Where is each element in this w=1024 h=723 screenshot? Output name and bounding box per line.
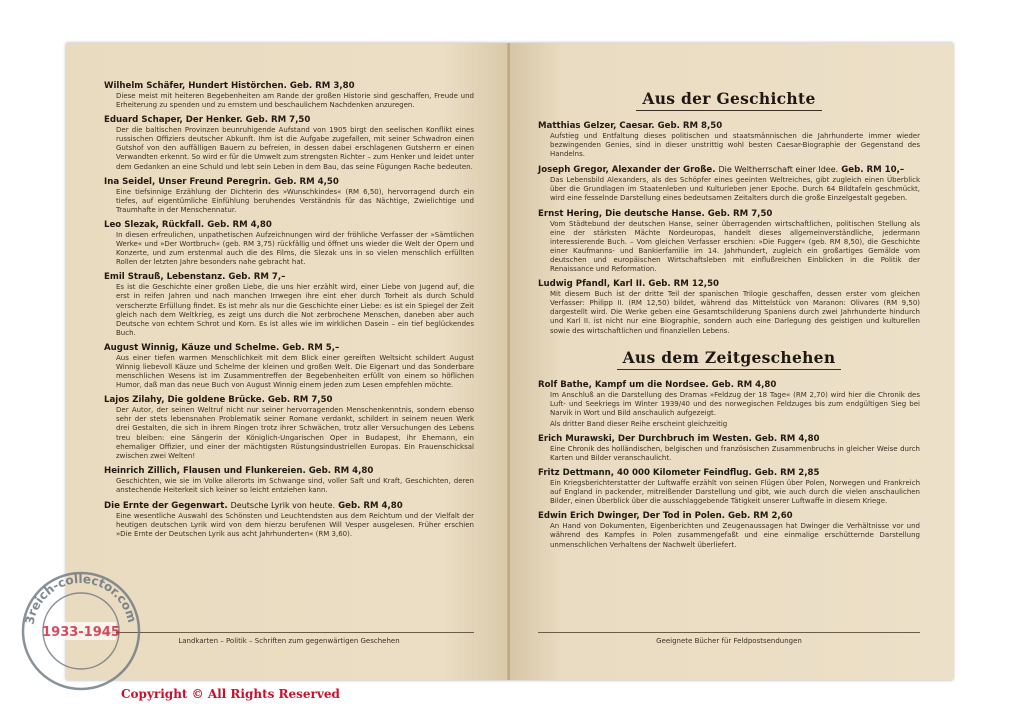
book-title: [538, 279, 920, 290]
book-author-title: Eduard Schaper, Der Henker.: [104, 115, 243, 126]
book-author-title: Leo Slezak, Rückfall.: [104, 219, 205, 230]
book-description: [116, 283, 474, 338]
book-author-title: Erich Murawski, Der Durchbruch im Westen.: [538, 433, 752, 444]
description-paragraph: An Hand von Dokumenten, Eigenberichten und Zeugenaussagen hat Dwinger die Verhältnisse vor und während des Kampfes in Polen zusammengefaßt und eine einmalige erschütternde Darstellung unmenschlichen Verhaltens der Nachwelt überliefert.: [550, 522, 920, 549]
book-entry: [104, 220, 474, 267]
book-description: [116, 354, 474, 390]
book-description: [550, 220, 920, 275]
book-price: Geb. RM 4,80: [338, 501, 403, 511]
book-entry: [104, 115, 474, 171]
description-paragraph: Eine Chronik des holländischen, belgischen und französischen Zusammenbruchs in gleicher Weise durch Karten und Bilder veranschaulicht.: [550, 444, 920, 462]
book-author-title: Lajos Zilahy, Die goldene Brücke.: [104, 395, 265, 406]
book-entry: [104, 395, 474, 461]
book-title: [538, 434, 920, 445]
watermark-years: 1933-1945: [42, 625, 120, 640]
book-title: [538, 209, 920, 220]
book-entry: [538, 468, 920, 506]
book-price: Geb. RM 7,–: [228, 272, 286, 283]
description-paragraph: Ein Kriegsberichterstatter der Luftwaffe erzählt von seinen Flügen über Polen, Norwegen und Frankreich auf England in packender, mitreißender Darstellung und gibt, wie auch durch die vielen anschaulichen Bilder, einen Überblick über die ausschlaggebende Tätigkeit unserer Luftwaffe in diesem Kriege.: [550, 479, 920, 506]
book-title: [538, 121, 920, 132]
book-author-title: Matthias Gelzer, Caesar.: [538, 121, 655, 131]
book-description: [550, 176, 920, 203]
description-paragraph: Eine tiefsinnige Erzählung der Dichterin des »Wunschkindes« (RM 6,50), hervorragend durch ein tiefes, auf eigentümliche Einfühlung beruhendes Verständnis für das Nächtige, Zwielichtige und Traumhafte in der Menschennatur.: [116, 187, 474, 214]
book-price: Geb. RM 3,80: [289, 81, 355, 91]
book-entry: [104, 272, 474, 338]
description-paragraph: Der Autor, der seinen Weltruf nicht nur seiner hervorragenden Menschenkenntnis, sondern ebenso sehr der stets lebensnahen Problematik seiner Romane verdankt, schildert in seinem neuen Werk drei Gestalten, die sich in ihrem Ringen trotz ihrer Schwächen, trotz aller Versuchungen des Lebens treu bleiben: eine Sängerin der Königlich-Ungarischen Oper in Budapest, ihr Ehemann, ein ehemaliger Offizier, und einer der mächtigsten Rüstungsindustriellen Europas. Ein Frauenschicksal zwischen zwei Welten!: [116, 406, 474, 460]
section-title: Aus dem Zeitgeschehen: [617, 348, 842, 370]
description-paragraph: Mit diesem Buch ist der dritte Teil der spanischen Trilogie geschaffen, dessen erster vom gleichen Verfasser: Philipp II. (RM 12,50) bildet, während das Mittelstück von Maranon: Olivares (RM 9,50) dargestellt wird. Die Werke geben eine Gesamtschilderung Spaniens durch zwei Jahrhunderte hindurch und Karl II. ist nicht nur eine Biographie, sondern auch eine Darlegung des geistigen und kulturellen sowie des wirtschaftlichen und finanziellen Lebens.: [550, 290, 920, 335]
section-heading-current-events: [538, 348, 920, 370]
book-entry: [104, 343, 474, 390]
description-paragraph: Eine wesentliche Auswahl des Schönsten und Leuchtendsten aus dem Reichtum und der Vielfalt der heutigen deutschen Lyrik wird von dem hierzu berufenen Will Vesper ausgelesen. Früher erschien »Die Ernte der Deutschen Lyrik aus acht Jahrhunderten« (RM 3,60).: [116, 512, 474, 539]
book-title: [538, 468, 920, 479]
book-author-title: Ernst Hering, Die deutsche Hanse.: [538, 208, 705, 219]
book-description: [116, 92, 474, 110]
booklet: [66, 43, 953, 680]
book-price: Geb. RM 7,50: [267, 395, 333, 406]
book-description: [116, 477, 474, 495]
description-paragraph: In diesen erfreulichen, unpathetischen Aufzeichnungen wird der fröhliche Verfasser der »Sämtlichen Werke« und »Der Wortbruch« (geb. RM 3,75) rückfällig und öffnet uns wieder die Welt der Opern und Konzerte, und zum erstenmal auch die des Films, die Slezak uns in so vielen menschlich erfüllten Rollen der letzten Jahre besonders nahe gebracht hat.: [116, 230, 474, 267]
description-paragraph: Aus einer tiefen warmen Menschlichkeit mit dem Blick einer gereiften Weltsicht schildert August Winnig liebevoll Käuze und Schelme der kleinen und großen Welt. Die Eigenart und das Sonderbare menschlichen Wesens ist im Zusammentreffen der Begebenheiten erfüllt von einem so höflichen Humor, daß man das neue Buch von August Winnig einem jeden zum Lesen empfehlen möchte.: [116, 353, 474, 390]
book-title: [538, 164, 920, 176]
book-price: Geb. RM 4,80: [207, 219, 272, 230]
book-price: Geb. RM 2,60: [728, 511, 793, 522]
book-subtitle: Deutsche Lyrik von heute.: [230, 501, 336, 510]
right-column: [538, 83, 920, 555]
section-title: Aus der Geschichte: [636, 89, 821, 111]
book-title: [104, 177, 474, 188]
book-price: Geb. RM 2,85: [754, 468, 820, 479]
book-title: [104, 466, 474, 477]
current-events-list: [538, 380, 920, 550]
book-price: Geb. RM 4,80: [754, 433, 820, 444]
right-page: [510, 43, 953, 680]
book-author-title: Ina Seidel, Unser Freund Peregrin.: [104, 176, 272, 187]
book-entry: [104, 177, 474, 215]
book-entry: [538, 434, 920, 463]
book-title: [104, 343, 474, 354]
description-paragraph: Aufstieg und Entfaltung dieses politischen und staatsmännischen die Jahrhunderte immer wieder bezwingenden Genies, sind in dieser unstrittig wohl besten Caesar-Biographie der Gegenstand des Handelns.: [550, 132, 920, 159]
left-footer: Landkarten – Politik – Schriften zum gegenwärtigen Geschehen: [104, 632, 474, 645]
book-title: [104, 220, 474, 231]
book-author-title: Wilhelm Schäfer, Hundert Histörchen.: [104, 81, 287, 91]
book-author-title: Edwin Erich Dwinger, Der Tod in Polen.: [538, 511, 725, 522]
book-description: [116, 512, 474, 539]
book-entry: [538, 209, 920, 275]
description-paragraph: Das Lebensbild Alexanders, als des Schöpfer eines geeinten Weltreiches, gibt zugleich einen Überblick über die Grundlagen im Staatenleben und Kulturleben jener Epoche. Durch 64 Bildtafeln geschmückt, wird eine fesselnde Darstellung eines bedeutsamen Zeitalters durch die große Einzelgestalt gegeben.: [550, 176, 920, 203]
history-list: [538, 121, 920, 336]
book-price: Geb. RM 4,80: [711, 379, 777, 390]
book-title: [538, 511, 920, 522]
book-description: [550, 132, 920, 159]
series-note: Als dritter Band dieser Reihe erscheint gleichzeitig: [550, 419, 728, 428]
book-description: [550, 391, 920, 418]
book-author-title: Die Ernte der Gegenwart.: [104, 501, 228, 511]
book-description: [116, 406, 474, 461]
book-title: [104, 115, 474, 126]
description-paragraph: Vom Städtebund der deutschen Hanse, seiner überragenden wirtschaftlichen, politischen Stellung als eine der stärksten Mächte Nordeuropas, handelt dieses allgemeinverständliche, jedermann interessierende Buch. – Vom gleichen Verfasser erschien: »Die Fugger« (geb. RM 8,50), die Geschichte einer Kaufmanns- und Bankierfamilie im 14. Jahrhundert, zugleich ein großartiges Gemälde vom deutschen und europäischen Wirtschaftsleben mit einflußreichen Einblicken in die Politik der Renaissance und Reformation.: [550, 219, 920, 274]
book-price: Geb. RM 4,80: [308, 465, 374, 476]
book-price: Geb. RM 4,50: [274, 176, 339, 187]
book-entry: [538, 164, 920, 203]
book-price: Geb. RM 5,–: [282, 342, 340, 353]
book-entry: [104, 500, 474, 539]
book-price: Geb. RM 7,50: [245, 115, 311, 126]
description-paragraph: Geschichten, wie sie im Volke allerorts im Schwange sind, voller Saft und Kraft, Geschichten, deren anstechende Heiterkeit sich keiner so leicht entziehen kann.: [116, 476, 474, 494]
book-author-title: August Winnig, Käuze und Schelme.: [104, 342, 280, 353]
watermark-stamp-icon: [20, 570, 142, 692]
book-author-title: Fritz Dettmann, 40 000 Kilometer Feindflug.: [538, 468, 752, 479]
book-description: [550, 445, 920, 463]
book-title: [104, 272, 474, 283]
book-description: [116, 126, 474, 171]
book-entry: [538, 511, 920, 549]
book-author-title: Emil Strauß, Lebenstanz.: [104, 272, 226, 283]
watermark-ring-text: 3reich-collector.com: [22, 571, 140, 626]
book-subtitle: Die Weltherrschaft einer Idee.: [718, 165, 839, 175]
book-title: [104, 500, 474, 512]
book-description: [116, 188, 474, 215]
book-entry: [104, 81, 474, 110]
book-entry: [104, 466, 474, 495]
book-price: Geb. RM 12,50: [648, 279, 720, 290]
book-price: Geb. RM 8,50: [657, 121, 723, 131]
book-author-title: Heinrich Zillich, Flausen und Flunkereien.: [104, 465, 306, 476]
book-description: [550, 479, 920, 506]
book-title: [104, 395, 474, 406]
book-title: [104, 81, 474, 92]
book-author-title: Rolf Bathe, Kampf um die Nordsee.: [538, 379, 709, 390]
book-entry: [538, 279, 920, 335]
book-price: Geb. RM 7,50: [707, 208, 773, 219]
book-author-title: Joseph Gregor, Alexander der Große.: [538, 165, 716, 176]
copyright-notice: Copyright © All Rights Reserved: [121, 687, 340, 701]
book-price: Geb. RM 10,–: [841, 165, 905, 176]
book-entry: [538, 121, 920, 159]
book-description: [550, 290, 920, 335]
description-paragraph: Der die baltischen Provinzen beunruhigende Aufstand von 1905 birgt den seelischen Konflikt eines russischen Offiziers deutscher Abkunft. Ihm ist die Aufgabe zugefallen, mit seiner Schwadron einen Gutshof von den auffälligen Bauern zu befreien, in dessen dabei erschlagenen Gutsherrn er einen Verwandten erkennt. So wird er für die Umwelt zum strengsten Richter – zum Henker und leidet unter dem Gedanken an eine Schuld und lebt sein Leben in dem Bau, das seine Fügungen Rache bedeuten.: [116, 126, 474, 171]
book-description: [116, 231, 474, 267]
description-paragraph: Diese meist mit heiteren Begebenheiten am Rande der großen Historie sind geschaffen, Freude und Erheiterung zu spenden und zu ernstem und beschaulichem Nachdenken anzuregen.: [116, 92, 474, 110]
section-heading-history: [538, 89, 920, 111]
book-author-title: Ludwig Pfandl, Karl II.: [538, 279, 646, 290]
description-paragraph: Es ist die Geschichte einer großen Liebe, die uns hier erzählt wird, einer Liebe von Jugend auf, die erst in reifen Jahren und nach manchen Irrwegen ihre eint eher durch Torheit als durch Schuld verscherzte Erfüllung findet. Es ist mehr als nur die Geschichte einer Liebe: es ist ein Spiegel der Zeit gleich nach dem Weltkrieg, es zeigt uns durch die Not zerbrochene Menschen, daneben aber auch Deutsche von echtem Schrot und Korn. Es ist alles wie im wirklichen Dasein – ein tief beglückendes Buch.: [116, 283, 474, 337]
book-description: [550, 522, 920, 549]
book-title: [538, 380, 920, 391]
description-paragraph: Im Anschluß an die Darstellung des Dramas »Feldzug der 18 Tage« (RM 2,70) wird hier die Chronik des Luft- und Seekriegs im Winter 1939/40 und des norwegischen Feldzuges bis zum endgültigen Sieg bei Narvik in Wort und Bild anschaulich aufgezeigt.: [550, 390, 920, 417]
left-column: [104, 81, 474, 544]
book-entry: [538, 380, 920, 429]
right-footer: Geeignete Bücher für Feldpostsendungen: [538, 632, 920, 645]
